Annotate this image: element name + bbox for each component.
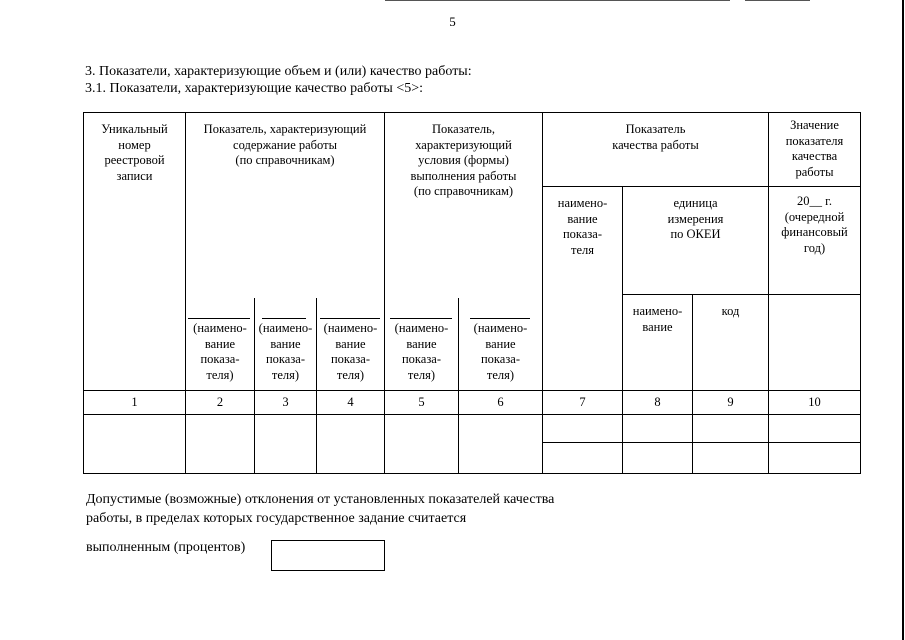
blank-line — [188, 318, 250, 319]
deviation-text-line: Допустимые (возможные) отклонения от установленных показателей качества — [86, 492, 555, 507]
table-border-bottom — [83, 473, 861, 474]
header-sub-indicator: (наимено- вание показа- теля) — [394, 321, 449, 382]
deviation-percent-field[interactable] — [271, 540, 385, 571]
table-border-top — [83, 112, 861, 113]
header-sub-indicator: (наимено- вание показа- теля) — [473, 321, 528, 382]
column-number: 9 — [727, 395, 734, 409]
scan-artifact-line — [745, 0, 810, 1]
column-number: 1 — [131, 395, 138, 409]
blank-line — [262, 318, 306, 319]
header-quality-indicator: Показатель качества работы — [612, 122, 699, 152]
column-number: 2 — [216, 395, 224, 409]
header-conditions-indicator: Показатель, характеризующий условия (формы) выполнения работы (по справочникам) — [410, 122, 517, 198]
header-indicator-name: наимено- вание показа- теля — [557, 196, 608, 257]
deviation-label: выполненным (процентов) — [86, 540, 246, 555]
blank-line — [470, 318, 530, 319]
table-rule — [542, 442, 861, 443]
table-rule — [83, 390, 861, 391]
header-okei-unit: единица измерения по ОКЕИ — [667, 196, 724, 241]
blank-line — [320, 318, 380, 319]
deviation-text-line: работы, в пределах которых государственное задание считается — [86, 511, 467, 526]
section-heading: 3. Показатели, характеризующие объем и (или) качество работы: — [85, 64, 472, 79]
column-number: 6 — [497, 395, 504, 409]
column-number: 5 — [418, 395, 425, 409]
column-number: 4 — [347, 395, 354, 409]
blank-line — [390, 318, 452, 319]
header-content-indicator: Показатель, характеризующий содержание работы (по справочникам) — [203, 122, 367, 167]
scan-artifact-line — [385, 0, 730, 1]
header-quality-value: Значение показателя качества работы — [785, 118, 844, 179]
header-sub-indicator: (наимено- вание показа- теля) — [258, 321, 313, 382]
scan-edge — [902, 0, 904, 640]
header-unique-number: Уникальный номер реестровой записи — [101, 122, 168, 183]
table-rule — [542, 186, 861, 187]
column-number: 7 — [579, 395, 586, 409]
header-okei-code: код — [721, 304, 740, 318]
column-number: 8 — [654, 395, 661, 409]
column-number: 10 — [808, 395, 821, 409]
header-sub-indicator: (наимено- вание показа- теля) — [323, 321, 378, 382]
table-border-right — [860, 112, 861, 474]
header-sub-indicator: (наимено- вание показа- теля) — [193, 321, 247, 382]
subsection-heading: 3.1. Показатели, характеризующие качество работы <5>: — [85, 81, 424, 96]
page-number: 5 — [449, 14, 456, 29]
table-rule — [83, 414, 861, 415]
column-number: 3 — [282, 395, 289, 409]
table-rule — [622, 294, 861, 295]
header-okei-name: наимено- вание — [632, 304, 683, 334]
header-year: 20__ г. (очередной финансовый год) — [781, 194, 848, 255]
table-rule — [692, 294, 693, 474]
table-rule — [542, 112, 543, 474]
